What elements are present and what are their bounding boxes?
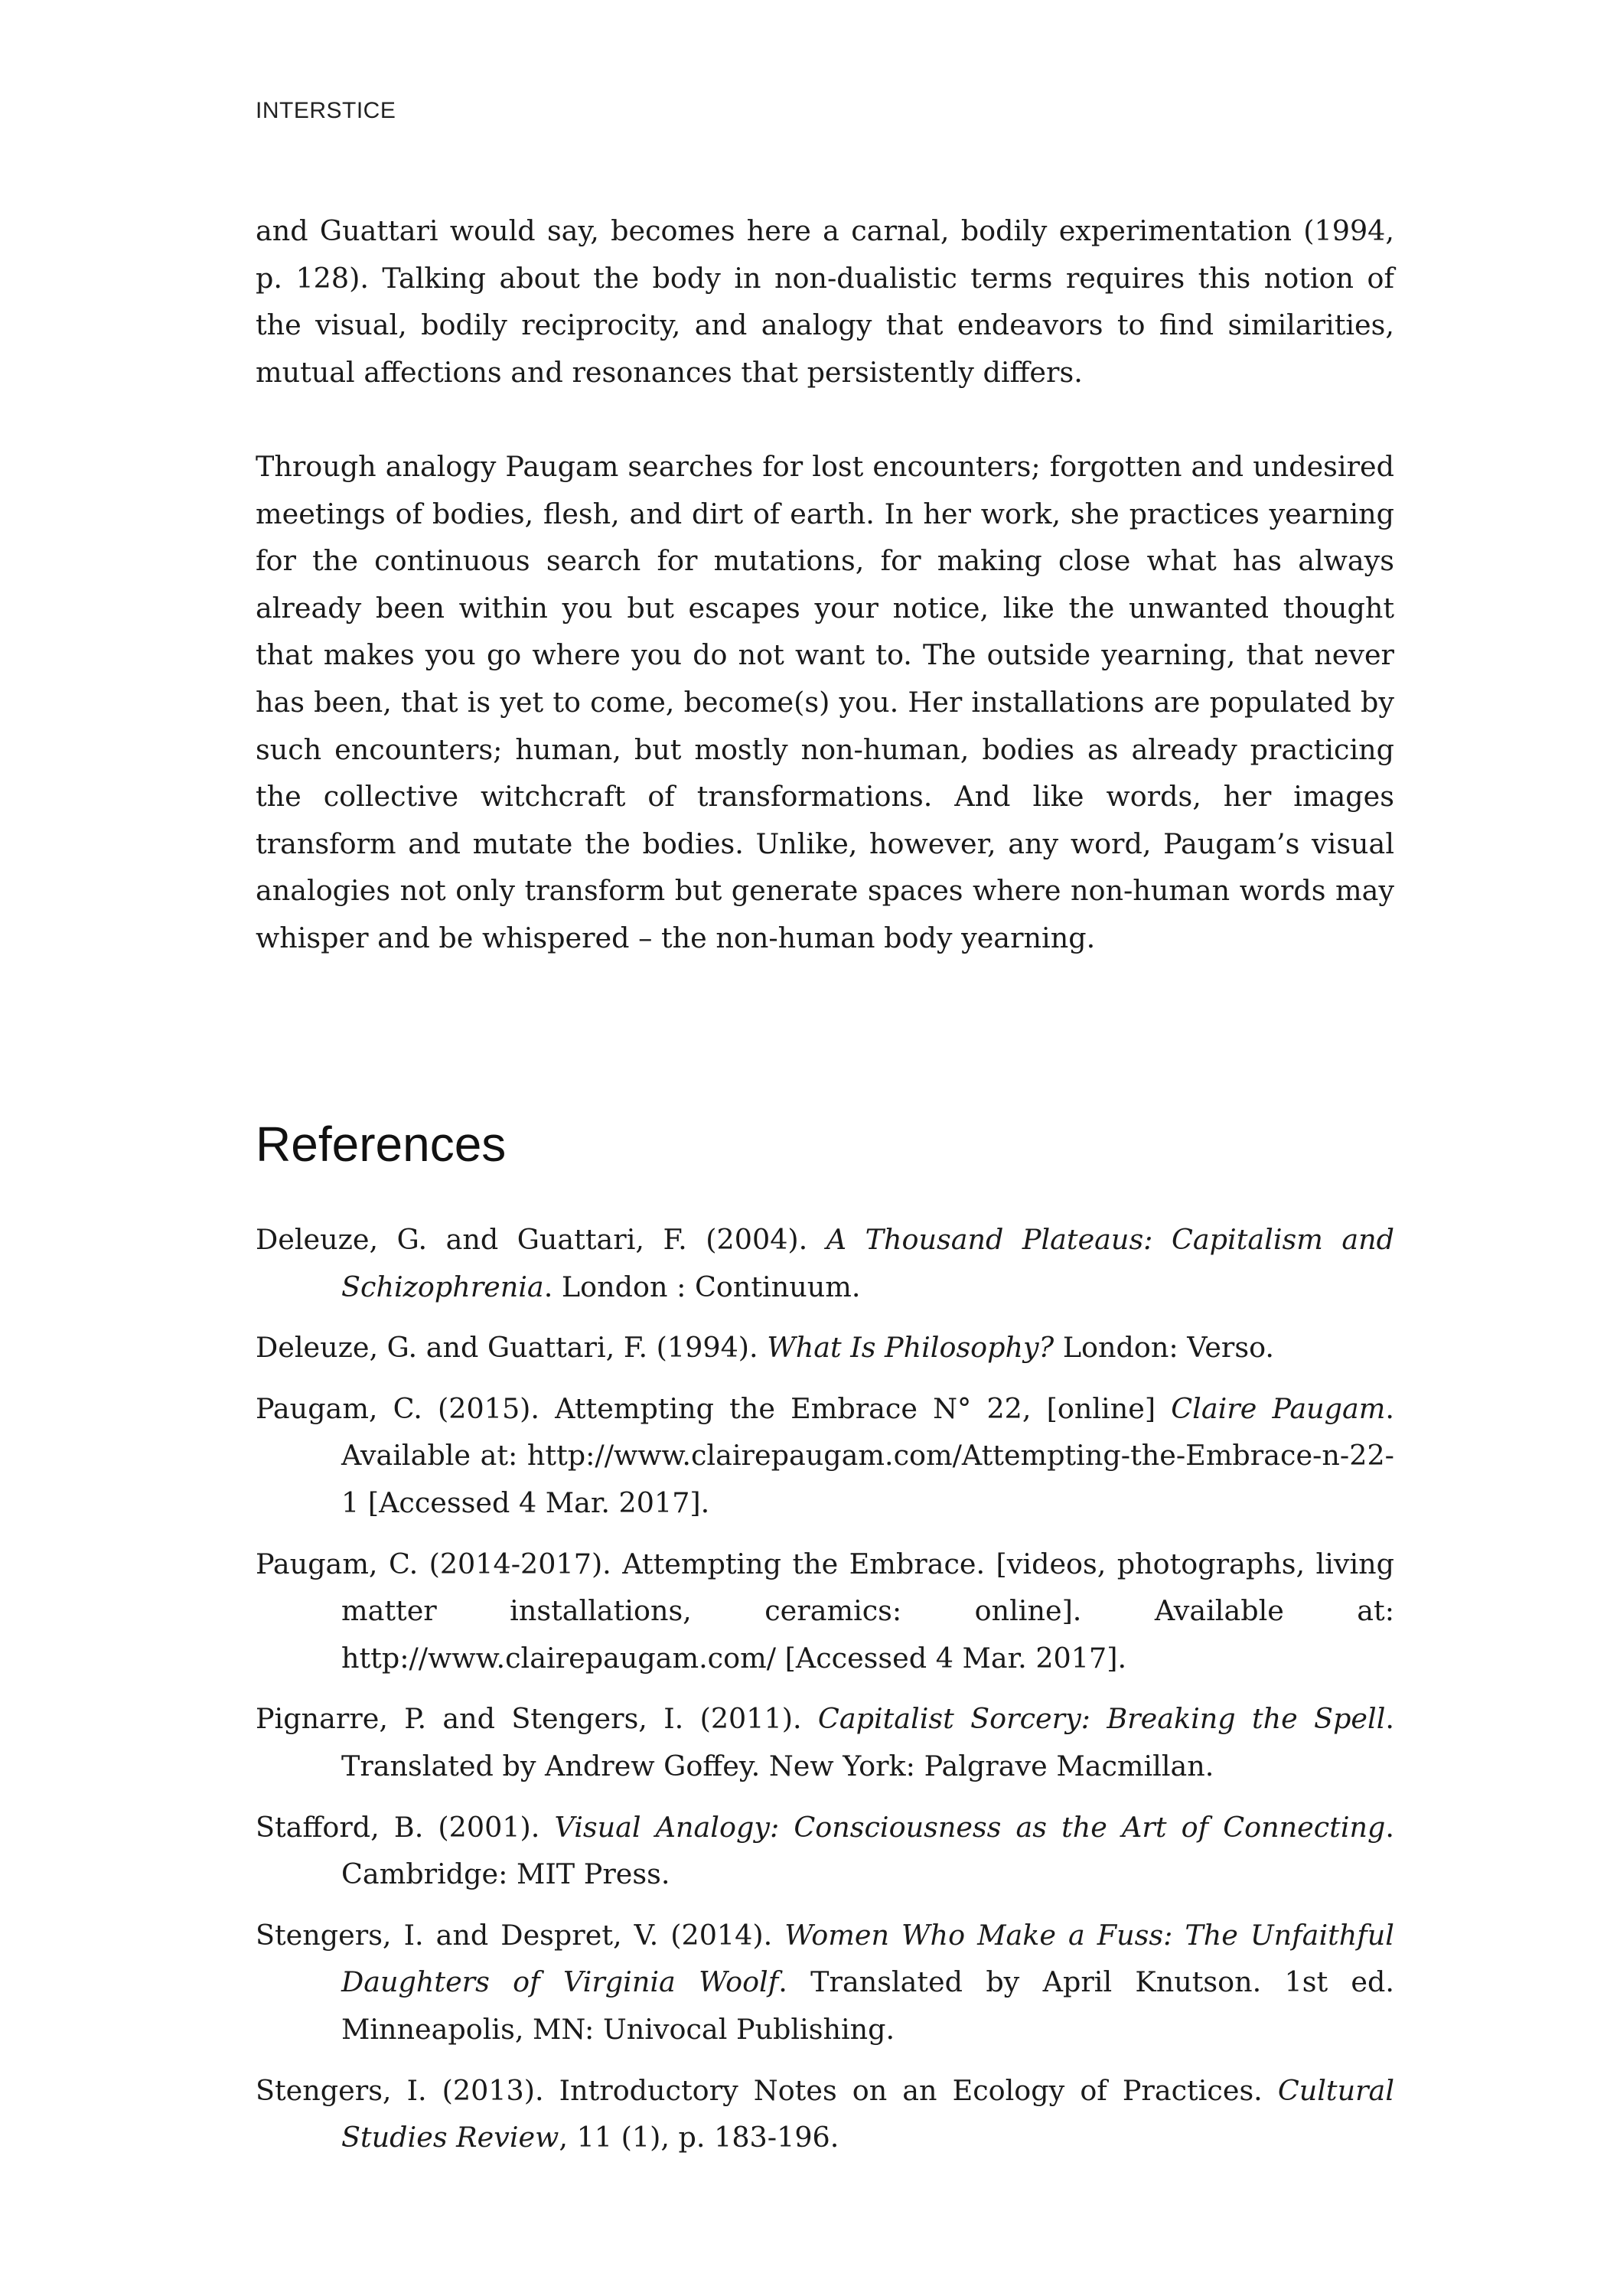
reference-text: Paugam, C. (2014-2017). Attempting the Embrace. [videos, photographs, living matter installations, ceramics: online]. Available at: http://www.clairepaugam.com/ [Accessed 4 Mar. 2017]. xyxy=(256,1547,1394,1675)
reference-title: Women Who Make a Fuss: The Unfaithful Daughters of Virginia Woolf xyxy=(341,1918,1394,1999)
reference-title: Cultural Studies Review xyxy=(341,2073,1394,2154)
reference-title: Claire Paugam xyxy=(1171,1391,1386,1425)
reference-entry xyxy=(256,1324,1394,1371)
body-paragraph: and Guattari would say, becomes here a carnal, bodily experimentation (1994, p. 128). Talking about the body in non-dualistic terms requires this notion of the visual, bodily reciprocity, and analogy that endeavors to find similarities, mutual affections and resonances that persistently differs. xyxy=(256,214,1394,389)
reference-entry xyxy=(256,1541,1394,1682)
reference-entry xyxy=(256,1385,1394,1527)
reference-title: Visual Analogy: Consciousness as the Art of Connecting xyxy=(554,1810,1386,1844)
reference-entry xyxy=(256,1912,1394,2053)
reference-entry xyxy=(256,1695,1394,1789)
reference-text: Pignarre, P. and Stengers, I. (2011). xyxy=(256,1702,818,1736)
reference-text: . London : Continuum. xyxy=(543,1270,861,1303)
reference-text: . Translated by Andrew Goffey. New York: Palgrave Macmillan. xyxy=(341,1702,1394,1782)
reference-list xyxy=(256,1216,1394,2175)
reference-text: Deleuze, G. and Guattari, F. (2004). xyxy=(256,1223,826,1256)
reference-entry xyxy=(256,1216,1394,1310)
reference-text: Stengers, I. (2013). Introductory Notes on an Ecology of Practices. xyxy=(256,2073,1278,2107)
reference-text: London: Verso. xyxy=(1054,1331,1275,1365)
reference-text: Deleuze, G. and Guattari, F. (1994). xyxy=(256,1331,768,1365)
reference-entry xyxy=(256,2067,1394,2161)
reference-title: A Thousand Plateaus: Capitalism and Schizophrenia xyxy=(341,1223,1394,1303)
reference-text: Stengers, I. and Despret, V. (2014). xyxy=(256,1918,785,1952)
reference-text: . Translated by April Knutson. 1st ed. Minneapolis, MN: Univocal Publishing. xyxy=(341,1965,1394,2046)
reference-text: Paugam, C. (2015). Attempting the Embrace N° 22, [online] xyxy=(256,1391,1172,1425)
reference-entry xyxy=(256,1804,1394,1898)
reference-text: . Cambridge: MIT Press. xyxy=(341,1810,1394,1891)
reference-title: Capitalist Sorcery: Breaking the Spell xyxy=(817,1702,1386,1736)
reference-text: Stafford, B. (2001). xyxy=(256,1810,555,1844)
body-paragraph: Through analogy Paugam searches for lost encounters; forgotten and undesired meetings of bodies, flesh, and dirt of earth. In her work, she practices yearning for the continuous search for mutations, for making close what has always already been within you but escapes your notice, like the unwanted thought that makes you go where you do not want to. The outside yearning, that never has been, that is yet to come, become(s) you. Her installations are populated by such encounters; human, but mostly non-human, bodies as already practicing the collective witchcraft of transformations. And like words, her images transform and mutate the bodies. Unlike, however, any word, Paugam’s visual analogies not only transform but generate spaces where non-human words may whisper and be whispered – the non-human body yearning. xyxy=(256,450,1394,954)
running-head: INTERSTICE xyxy=(256,98,396,123)
reference-text: , 11 (1), p. 183-196. xyxy=(559,2121,839,2154)
reference-title: What Is Philosophy? xyxy=(767,1331,1054,1365)
references-heading: References xyxy=(256,1117,507,1172)
reference-text: . Available at: http://www.clairepaugam.com/Attempting-the-Embrace-n-22-1 [Accessed 4 Mar. 2017]. xyxy=(341,1391,1394,1519)
